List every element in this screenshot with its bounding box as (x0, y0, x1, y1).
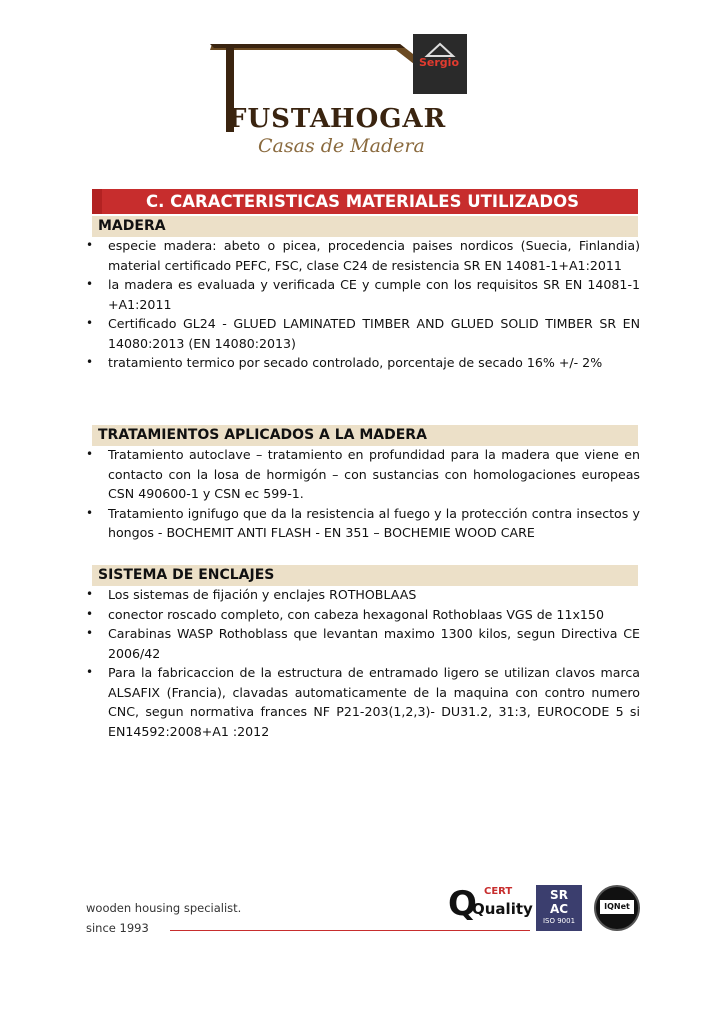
list-item-text: Tratamiento autoclave – tratamiento en profundidad para la madera que viene en contacto con la losa de hormigón – con sustancias con homologaciones europeas CSN 490600-1 y CSN ec 599-1. (108, 447, 640, 501)
sergio-badge (413, 34, 467, 94)
list-enclajes (84, 585, 640, 741)
list-item-text: Los sistemas de fijación y enclajes ROTHOBLAAS (108, 587, 417, 602)
bullet-icon: • (86, 587, 94, 601)
footer-tagline: wooden housing specialist. (86, 901, 242, 915)
logo-word-fusta: FUSTA (228, 104, 332, 134)
bullet-icon: • (86, 316, 94, 330)
list-item (84, 236, 640, 275)
bullet-icon: • (86, 606, 94, 621)
list-item-text: conector roscado completo, con cabeza hexagonal Rothoblaas VGS de 11x150 (108, 606, 604, 622)
cert1-top: CERT (484, 886, 513, 897)
footer-divider (170, 930, 530, 931)
section-title: C. CARACTERISTICAS MATERIALES UTILIZADOS (92, 189, 638, 214)
list-item-text: la madera es evaluada y verificada CE y cumple con los requisitos SR EN 14081-1 +A1:2011 (108, 277, 640, 312)
list-item (84, 314, 640, 353)
bullet-icon: • (86, 238, 94, 252)
list-madera (84, 236, 640, 373)
list-item (84, 663, 640, 741)
bullet-icon: • (86, 355, 94, 369)
list-item (84, 504, 640, 543)
cert2-bottom: ISO 9001 (542, 917, 576, 925)
cert2-top: SR (550, 888, 568, 902)
list-item-text: especie madera: abeto o picea, procedencia paises nordicos (Suecia, Finlandia) material certificado PEFC, FSC, clase C24 de resistencia SR EN 14081-1+A1:2011 (108, 238, 640, 273)
list-item-text: tratamiento termico por secado controlado, porcentaje de secado 16% +/- 2% (108, 355, 603, 370)
heading-enclajes: SISTEMA DE ENCLAJES (92, 565, 638, 586)
logo-subtitle: Casas de Madera (258, 135, 425, 157)
list-item (84, 445, 640, 504)
list-item-text: Carabinas WASP Rothoblass que levantan maximo 1300 kilos, segun Directiva CE 2006/42 (108, 626, 640, 661)
cert2-mid: AC (549, 902, 569, 916)
heading-madera: MADERA (92, 216, 638, 237)
cert1-main: Quality (472, 900, 533, 918)
footer-since: since 1993 (86, 921, 149, 935)
list-item (84, 353, 640, 373)
list-item (84, 275, 640, 314)
list-item (84, 624, 640, 663)
sergio-badge-text: Sergio (419, 56, 460, 69)
heading-tratamientos: TRATAMIENTOS APLICADOS A LA MADERA (92, 425, 638, 446)
list-item-text: Para la fabricaccion de la estructura de entramado ligero se utilizan clavos marca ALSAFIX (Francia), clavadas automaticamente de la maquina con contro numero CNC, segun normativa frances NF P21-203(1,2,3)- DU31.2, 31:3, EUROCODE 5 si EN14592:2008+A1 :2012 (108, 665, 640, 739)
bullet-icon: • (86, 665, 94, 679)
list-item-text: Tratamiento ignifugo que da la resistencia al fuego y la protección contra insectos y hongos - BOCHEMIT ANTI FLASH - EN 351 – BOCHEMIE WOOD CARE (108, 505, 640, 540)
list-item (84, 605, 640, 625)
q-icon: Q (448, 884, 477, 924)
iqnet-cert-logo (594, 885, 640, 931)
bullet-icon: • (86, 505, 94, 520)
bullet-icon: • (86, 447, 94, 461)
bullet-icon: • (86, 277, 94, 291)
list-item-text: Certificado GL24 - GLUED LAMINATED TIMBER AND GLUED SOLID TIMBER SR EN 14080:2013 (EN 14080:2013) (108, 316, 640, 351)
list-tratamientos (84, 445, 640, 543)
quality-cert-logo (448, 884, 533, 924)
srac-cert-logo (536, 885, 582, 931)
bullet-icon: • (86, 626, 94, 640)
cert3-label: IQNet (600, 900, 634, 914)
logo-word-hogar: HOGAR (330, 104, 447, 134)
list-item (84, 585, 640, 605)
